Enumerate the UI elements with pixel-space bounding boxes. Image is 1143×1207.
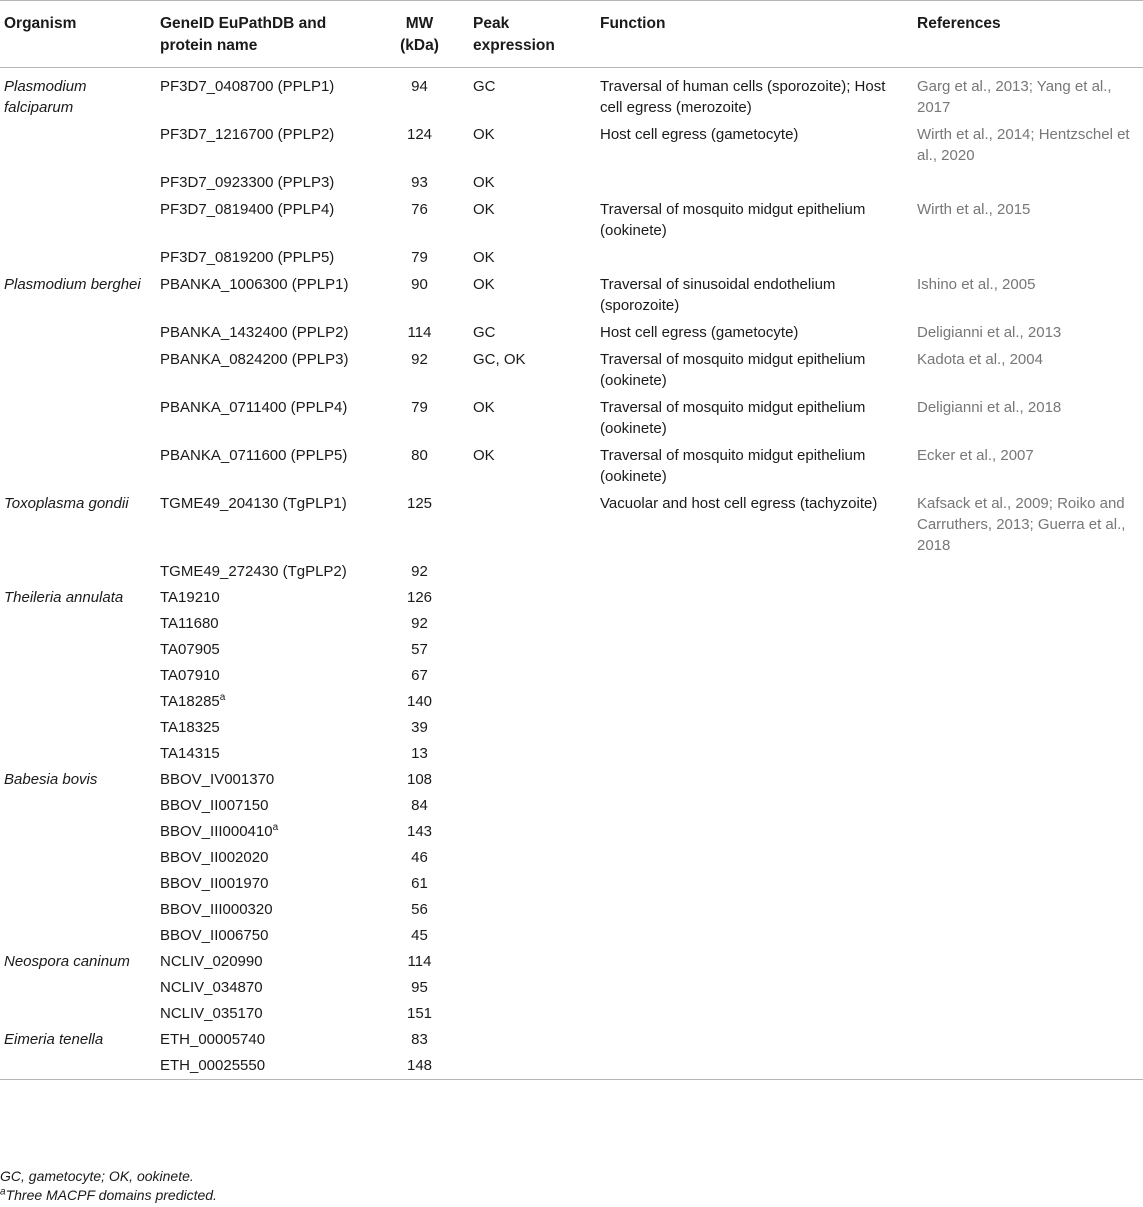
- mw-cell: 67: [411, 667, 428, 684]
- table-row: [0, 949, 1143, 975]
- table-row: [0, 394, 1143, 442]
- footnote-a: $^a$Three MACPF domains predicted.: [0, 1186, 217, 1203]
- references-cell: [913, 611, 1143, 637]
- peak-cell: [469, 637, 596, 663]
- references-cell: Ecker et al., 2007: [917, 447, 1034, 464]
- table-row: [0, 715, 1143, 741]
- mw-cell: 56: [411, 901, 428, 918]
- mw-cell: 76: [411, 201, 428, 218]
- function-cell: [596, 1027, 913, 1053]
- mw-cell: 92: [411, 563, 428, 580]
- mw-cell: 140: [406, 693, 433, 710]
- organism-cell: Theileria annulata: [4, 589, 124, 606]
- mw-cell: 108: [406, 771, 433, 788]
- table-row: [0, 244, 1143, 271]
- organism-cell: [0, 845, 156, 871]
- table-row: [0, 741, 1143, 767]
- function-cell: [596, 923, 913, 949]
- gene-cell: BBOV_II001970: [160, 875, 269, 892]
- mw-cell: 80: [411, 447, 428, 464]
- function-cell: [596, 949, 913, 975]
- function-cell: [596, 741, 913, 767]
- function-cell: [596, 611, 913, 637]
- mw-cell: 79: [411, 399, 428, 416]
- gene-cell: ETH_00005740: [160, 1031, 266, 1048]
- gene-cell: NCLIV_035170: [160, 1005, 263, 1022]
- table-row: [0, 1053, 1143, 1080]
- table-row: [0, 637, 1143, 663]
- function-cell: [596, 871, 913, 897]
- gene-cell: NCLIV_034870: [160, 979, 263, 996]
- organism-cell: [0, 319, 156, 346]
- references-cell: [913, 244, 1143, 271]
- references-cell: Garg et al., 2013; Yang et al., 2017: [917, 78, 1112, 116]
- mw-cell: 124: [406, 126, 433, 143]
- organism-cell: [0, 871, 156, 897]
- header-references: References: [913, 1, 1143, 68]
- mw-cell: 93: [411, 174, 428, 191]
- function-cell: [596, 819, 913, 845]
- peak-cell: [469, 1001, 596, 1027]
- mw-cell: 126: [406, 589, 433, 606]
- function-cell: [596, 663, 913, 689]
- function-cell: [596, 715, 913, 741]
- table-row: [0, 121, 1143, 169]
- gene-cell: BBOV_II002020: [160, 849, 269, 866]
- table-row: [0, 1001, 1143, 1027]
- footnote-abbreviations: GC, gametocyte; OK, ookinete.: [0, 1168, 194, 1184]
- gene-cell: TA19210: [160, 589, 220, 606]
- peak-cell: [469, 689, 596, 715]
- references-cell: [913, 637, 1143, 663]
- peak-cell: [469, 923, 596, 949]
- gene-cell: BBOV_IV001370: [160, 771, 275, 788]
- peak-cell: [469, 490, 596, 559]
- table-row: [0, 169, 1143, 196]
- peak-cell: [469, 715, 596, 741]
- table-row: [0, 1027, 1143, 1053]
- table-row: [0, 819, 1143, 845]
- mw-cell: 90: [411, 276, 428, 293]
- gene-cell: NCLIV_020990: [160, 953, 263, 970]
- references-cell: [913, 767, 1143, 793]
- table-row: [0, 975, 1143, 1001]
- references-cell: [913, 169, 1143, 196]
- table-row: [0, 585, 1143, 611]
- organism-cell: [0, 1001, 156, 1027]
- gene-cell: BBOV_II006750: [160, 927, 269, 944]
- table-row: [0, 346, 1143, 394]
- organism-cell: [0, 611, 156, 637]
- gene-cell: PF3D7_0408700 (PPLP1): [160, 78, 335, 95]
- function-cell: Traversal of mosquito midgut epithelium (ookinete): [600, 447, 866, 485]
- gene-cell: TA11680: [160, 615, 219, 632]
- function-cell: Traversal of mosquito midgut epithelium (ookinete): [600, 201, 866, 239]
- references-cell: Wirth et al., 2015: [917, 201, 1031, 218]
- peak-cell: [469, 1027, 596, 1053]
- gene-cell: PF3D7_0819200 (PPLP5): [160, 249, 335, 266]
- function-cell: [596, 1001, 913, 1027]
- peak-cell: [469, 949, 596, 975]
- mw-cell: 148: [370, 1053, 469, 1080]
- references-cell: [913, 949, 1143, 975]
- table-row: [0, 271, 1143, 319]
- header-peak-expression: Peak expression: [469, 1, 596, 68]
- organism-cell: [0, 1053, 156, 1080]
- mw-cell: 125: [406, 495, 433, 512]
- gene-cell: PBANKA_1432400 (PPLP2): [160, 324, 349, 341]
- organism-cell: [0, 741, 156, 767]
- header-mw: MW (kDa): [370, 1, 469, 68]
- organism-cell: Babesia bovis: [4, 771, 98, 788]
- table-row: [0, 490, 1143, 559]
- mw-cell: 94: [411, 78, 428, 95]
- organism-cell: Neospora caninum: [4, 953, 130, 970]
- organism-cell: Eimeria tenella: [4, 1031, 104, 1048]
- gene-cell: TA18285$^a$: [160, 692, 226, 710]
- gene-cell: PF3D7_0923300 (PPLP3): [160, 174, 335, 191]
- organism-cell: [0, 897, 156, 923]
- references-cell: [913, 741, 1143, 767]
- function-cell: [596, 767, 913, 793]
- peak-cell: [469, 611, 596, 637]
- peak-cell: OK: [473, 399, 495, 416]
- mw-cell: 114: [407, 324, 432, 341]
- header-geneid: GeneID EuPathDB and protein name: [156, 1, 370, 68]
- organism-cell: Toxoplasma gondii: [4, 495, 129, 512]
- references-cell: [913, 585, 1143, 611]
- function-cell: [596, 585, 913, 611]
- mw-cell: 39: [411, 719, 428, 736]
- organism-cell: [0, 793, 156, 819]
- peak-cell: [469, 767, 596, 793]
- table-row: [0, 663, 1143, 689]
- footnote-marker: a: [272, 822, 279, 833]
- table-row: [0, 793, 1143, 819]
- table-row: [0, 871, 1143, 897]
- table-row: [0, 196, 1143, 244]
- organism-cell: [0, 637, 156, 663]
- references-cell: Deligianni et al., 2018: [917, 399, 1062, 416]
- peak-cell: GC: [473, 324, 496, 341]
- organism-cell: Plasmodium berghei: [4, 276, 141, 293]
- gene-cell: PBANKA_0824200 (PPLP3): [160, 351, 349, 368]
- function-cell: [596, 1053, 913, 1080]
- peak-cell: OK: [473, 201, 495, 218]
- table-row: [0, 442, 1143, 490]
- mw-cell: 57: [411, 641, 428, 658]
- table-body: [0, 68, 1143, 1080]
- peak-cell: [469, 845, 596, 871]
- organism-cell: [0, 819, 156, 845]
- gene-cell: PBANKA_1006300 (PPLP1): [160, 276, 349, 293]
- peak-cell: OK: [473, 249, 495, 266]
- function-cell: [596, 244, 913, 271]
- organism-cell: Plasmodium falciparum: [4, 78, 87, 116]
- function-cell: Host cell egress (gametocyte): [600, 126, 799, 143]
- peak-cell: [469, 819, 596, 845]
- mw-cell: 92: [411, 615, 428, 632]
- gene-cell: TGME49_204130 (TgPLP1): [160, 495, 347, 512]
- references-cell: [913, 975, 1143, 1001]
- peak-cell: [469, 1053, 596, 1080]
- mw-cell: 46: [411, 849, 428, 866]
- mw-cell: 84: [411, 797, 428, 814]
- organism-cell: [0, 169, 156, 196]
- organism-cell: [0, 715, 156, 741]
- gene-cell: PBANKA_0711600 (PPLP5): [160, 447, 348, 464]
- references-cell: Kadota et al., 2004: [917, 351, 1043, 368]
- footnote-marker: a: [219, 692, 226, 703]
- function-cell: [596, 559, 913, 585]
- organism-cell: [0, 442, 156, 490]
- function-cell: [596, 689, 913, 715]
- table-row: [0, 319, 1143, 346]
- gene-cell: PF3D7_1216700 (PPLP2): [160, 126, 335, 143]
- gene-cell: ETH_00025550: [156, 1053, 370, 1080]
- references-cell: [913, 923, 1143, 949]
- mw-cell: 79: [411, 249, 428, 266]
- gene-cell: TA18325: [160, 719, 220, 736]
- function-cell: Traversal of human cells (sporozoite); Host cell egress (merozoite): [600, 78, 886, 116]
- references-cell: [913, 819, 1143, 845]
- function-cell: [596, 793, 913, 819]
- organism-cell: [0, 244, 156, 271]
- mw-cell: 45: [411, 927, 428, 944]
- function-cell: [596, 637, 913, 663]
- table-row: [0, 923, 1143, 949]
- gene-cell: BBOV_III000320: [160, 901, 273, 918]
- peak-cell: GC, OK: [473, 351, 526, 368]
- gene-cell: PF3D7_0819400 (PPLP4): [160, 201, 335, 218]
- organism-cell: [0, 346, 156, 394]
- function-cell: [596, 975, 913, 1001]
- gene-cell: BBOV_III000410$^a$: [160, 822, 279, 840]
- peak-cell: [469, 871, 596, 897]
- gene-cell: TA07910: [160, 667, 220, 684]
- gene-cell: TA07905: [160, 641, 220, 658]
- function-cell: Traversal of sinusoidal endothelium (sporozoite): [600, 276, 836, 314]
- references-cell: [913, 1053, 1143, 1080]
- peak-cell: OK: [473, 126, 495, 143]
- gene-cell: TGME49_272430 (TgPLP2): [160, 563, 347, 580]
- function-cell: Traversal of mosquito midgut epithelium (ookinete): [600, 399, 866, 437]
- mw-cell: 61: [411, 875, 428, 892]
- references-cell: Ishino et al., 2005: [917, 276, 1036, 293]
- peak-cell: GC: [473, 78, 496, 95]
- references-cell: [913, 663, 1143, 689]
- organism-cell: [0, 121, 156, 169]
- peak-cell: OK: [473, 447, 495, 464]
- references-cell: [913, 793, 1143, 819]
- references-cell: Deligianni et al., 2013: [917, 324, 1062, 341]
- table-row: [0, 689, 1143, 715]
- mw-cell: 114: [407, 953, 432, 970]
- references-cell: [913, 1027, 1143, 1053]
- peak-cell: [469, 741, 596, 767]
- references-cell: [913, 689, 1143, 715]
- function-cell: Traversal of mosquito midgut epithelium (ookinete): [600, 351, 866, 389]
- peak-cell: OK: [473, 276, 495, 293]
- peak-cell: [469, 663, 596, 689]
- mw-cell: 92: [411, 351, 428, 368]
- table-row: [0, 68, 1143, 122]
- organism-cell: [0, 923, 156, 949]
- mw-cell: 143: [406, 823, 433, 840]
- references-cell: Kafsack et al., 2009; Roiko and Carruthers, 2013; Guerra et al., 2018: [917, 495, 1126, 554]
- organism-cell: [0, 196, 156, 244]
- gene-cell: TA14315: [160, 745, 220, 762]
- mw-cell: 151: [406, 1005, 433, 1022]
- peak-cell: [469, 793, 596, 819]
- function-cell: Vacuolar and host cell egress (tachyzoite): [600, 495, 878, 512]
- organism-cell: [0, 663, 156, 689]
- peak-cell: [469, 897, 596, 923]
- table-row: [0, 767, 1143, 793]
- references-cell: [913, 559, 1143, 585]
- references-cell: [913, 897, 1143, 923]
- peak-cell: [469, 559, 596, 585]
- table-row: [0, 611, 1143, 637]
- table-row: [0, 559, 1143, 585]
- gene-cell: PBANKA_0711400 (PPLP4): [160, 399, 348, 416]
- mw-cell: 95: [411, 979, 428, 996]
- function-cell: [596, 897, 913, 923]
- peak-cell: OK: [473, 174, 495, 191]
- table-row: [0, 897, 1143, 923]
- gene-cell: BBOV_II007150: [160, 797, 269, 814]
- peak-cell: [469, 585, 596, 611]
- references-cell: [913, 715, 1143, 741]
- header-function: Function: [596, 1, 913, 68]
- header-row: [0, 1, 1143, 68]
- organism-cell: [0, 559, 156, 585]
- references-cell: Wirth et al., 2014; Hentzschel et al., 2020: [917, 126, 1130, 164]
- mw-cell: 13: [411, 745, 428, 762]
- header-organism: Organism: [0, 1, 156, 68]
- peak-cell: [469, 975, 596, 1001]
- function-cell: Host cell egress (gametocyte): [600, 324, 799, 341]
- references-cell: [913, 1001, 1143, 1027]
- references-cell: [913, 845, 1143, 871]
- mw-cell: 83: [411, 1031, 428, 1048]
- table-row: [0, 845, 1143, 871]
- organism-cell: [0, 975, 156, 1001]
- organism-cell: [0, 394, 156, 442]
- function-cell: [596, 169, 913, 196]
- references-cell: [913, 871, 1143, 897]
- function-cell: [596, 845, 913, 871]
- organism-cell: [0, 689, 156, 715]
